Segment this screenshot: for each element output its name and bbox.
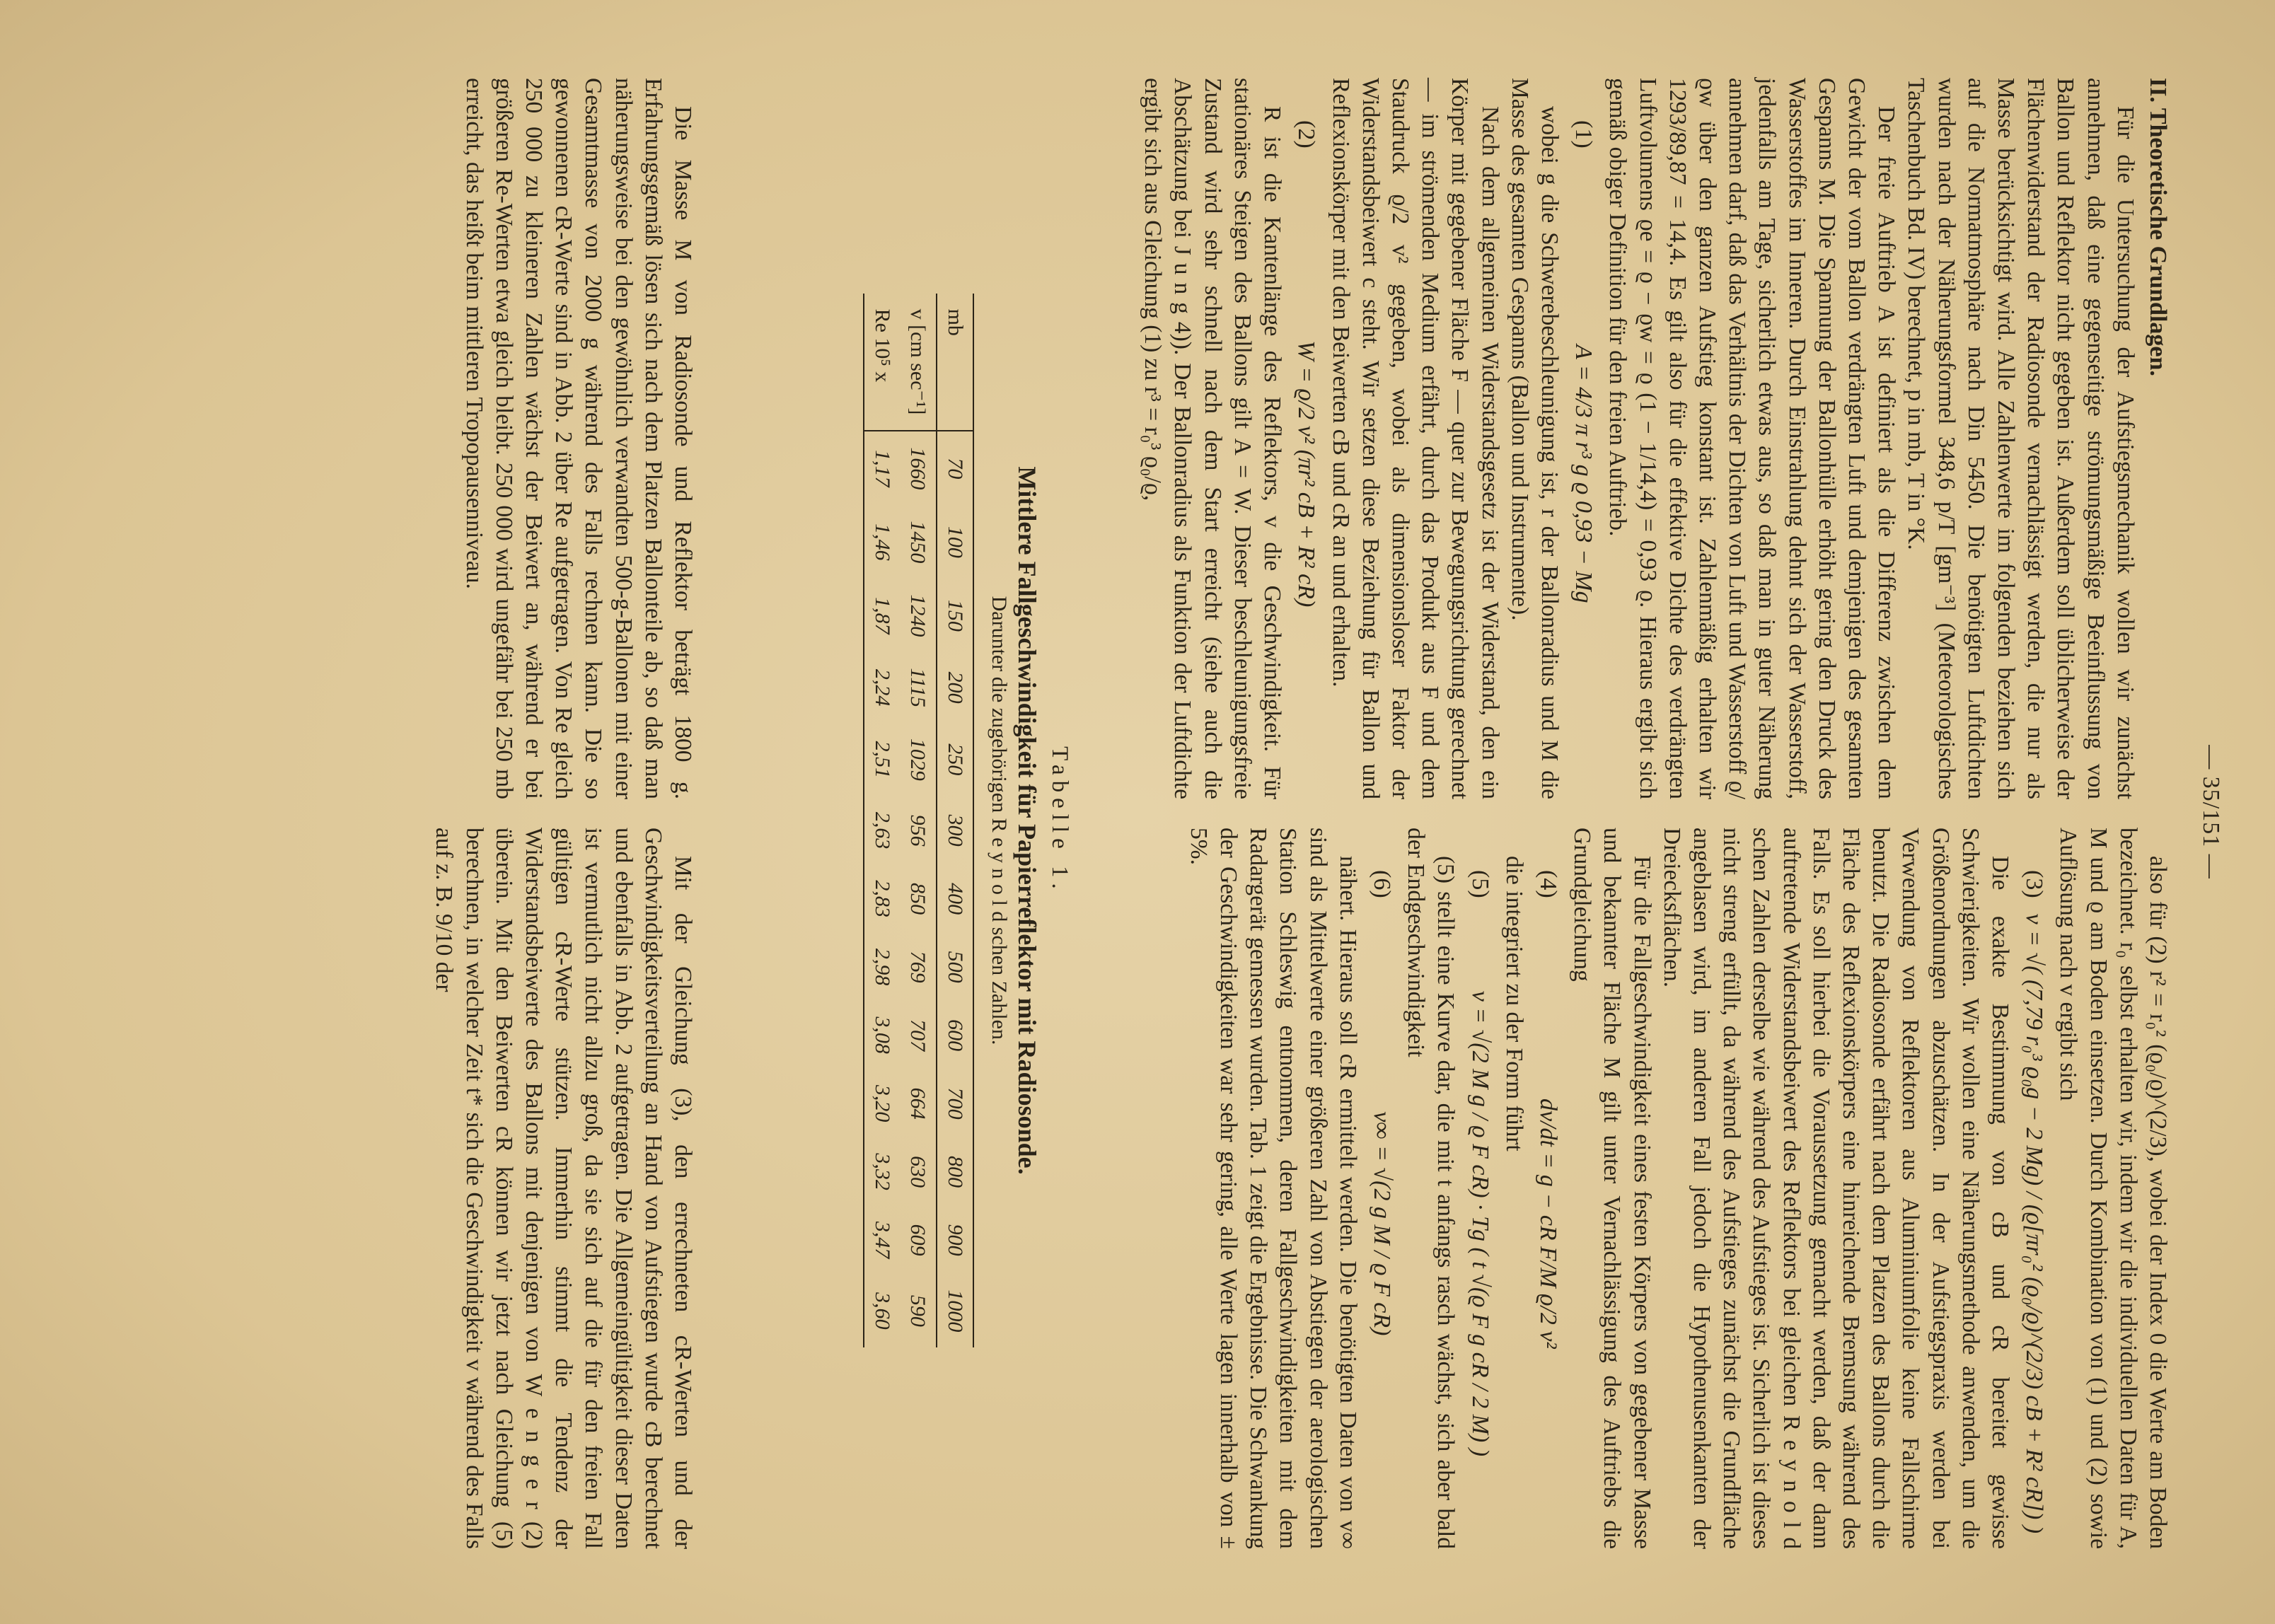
bottom-left-text bbox=[458, 78, 697, 799]
table-cell: 600 bbox=[937, 1001, 973, 1069]
table-cell: 70 bbox=[937, 431, 973, 505]
table-cell: 1,87 bbox=[871, 597, 894, 634]
equation-body: W = ϱ/2 v² (πr² cB + R² cR) bbox=[1293, 340, 1320, 608]
table-cell: 1,46 bbox=[871, 523, 894, 561]
page-number: — 35/151 — bbox=[2198, 745, 2224, 879]
equation-6 bbox=[1367, 828, 1396, 1549]
table-cell: 664 bbox=[906, 1087, 930, 1120]
table-title: Mittlere Fallgeschwindigkeit für Papierreflektor mit Radiosonde. bbox=[1013, 466, 1041, 1175]
table-cell: 3,32 bbox=[871, 1153, 894, 1190]
table-cell: 3,20 bbox=[871, 1084, 894, 1123]
equation-3 bbox=[2019, 828, 2049, 1549]
equation-1 bbox=[1568, 78, 1598, 799]
table-cell: 707 bbox=[906, 1019, 930, 1052]
table-cell: 2,51 bbox=[871, 741, 894, 779]
row-header: mb bbox=[937, 294, 973, 431]
table-cell: 3,60 bbox=[871, 1292, 894, 1330]
paragraph: die integriert zu der Form führt bbox=[1500, 856, 1527, 1152]
table-row-v bbox=[900, 294, 937, 1348]
table-row-mb bbox=[937, 294, 973, 1348]
table-cell: 2,63 bbox=[871, 811, 894, 849]
paragraph: Die exakte Bestimmung von cB und cR bereitet gewisse Schwierigkeiten. Wir wollen eine Näherungsmethode anwenden, um die Größenordnungen abzuschätzen. In der Aufstiegspraxis werden bei Verwendung von Reflektoren aus Aluminiumfolie keine Fallschirme benutzt. Die Radiosonde erfährt nach dem Platzen des Ballons durch die Fläche des Reflexionskörpers eine hinreichende Bremsung während des Falls. Es soll hierbei die Voraussetzung gemacht werden, daß der dann auftretende Widerstandsbeiwert des Reflektors bei gleichen R e y n o l d schen Zahlen derselbe wie während des Aufstieges ist. Sicherlich ist dieses nicht streng erfüllt, da während des Aufstieges zunächst die Grundfläche angeblasen wird, im anderen Fall jedoch die Hypothenusenkanten der Dreiecksflächen. bbox=[1658, 828, 2013, 1549]
table-cell: 1029 bbox=[906, 738, 930, 781]
table-cell: 800 bbox=[937, 1137, 973, 1206]
equation-number: (1) bbox=[1570, 120, 1597, 149]
right-column bbox=[1183, 828, 2173, 1549]
table-cell: 500 bbox=[937, 933, 973, 1002]
table-cell: 1115 bbox=[906, 668, 930, 707]
table-cell: 2,83 bbox=[871, 880, 894, 917]
equation-body: A = 4/3 π r³ g ϱ 0,93 − Mg bbox=[1570, 344, 1597, 603]
table-cell: 1240 bbox=[906, 594, 930, 637]
table-cell: 590 bbox=[906, 1294, 930, 1327]
paragraph: Der freie Auftrieb A ist definiert als die Differenz zwischen dem Gewicht der vom Ballon verdrängten Luft und demjenigen des gesamten Gespanns M. Die Spannung der Ballonhülle erhöht gering den Druck des Wasserstoffes im Inneren. Durch Einstrahlung dehnt sich der Wasserstoff, jedenfalls am Tage, sicherlich etwas aus, so daß man in guter Näherung annehmen darf, daß das Verhältnis der Dichten von Luft und Wasserstoff ϱ/ϱw über den ganzen Aufstieg konstant ist. Zahlenmäßig erhalten wir 1293/89,87 = 14,4. Es gilt also für die effektive Dichte des verdrängten Luftvolumens ϱe = ϱ − ϱw = ϱ (1 − 1/14,4) = 0,93 ϱ. Hieraus ergibt sich gemäß obiger Definition für den freien Auftrieb. bbox=[1604, 78, 1900, 799]
table-cell: 3,08 bbox=[871, 1016, 894, 1054]
equation-4 bbox=[1533, 828, 1563, 1549]
paragraph: Die Masse M von Radiosonde und Reflektor beträgt 1800 g. Erfahrungsgemäß lösen sich nach dem Platzen Ballonteile ab, so daß man näherungsweise bei den gewöhnlich verwandten 500-g-Ballonen mit einer Gesamtmasse von 2000 g während des Falls rechnen kann. Die so gewonnenen cR-Werte sind in Abb. 2 über Re aufgetragen. Von Re gleich 250 000 zu kleineren Zahlen wächst der Beiwert an, während er bei größeren Re-Werten etwa gleich bleibt. 250 000 wird ungefähr bei 250 mb erreicht, das heißt beim mittleren Tropopausenniveau. bbox=[461, 78, 696, 799]
equation-number: (5) bbox=[1466, 870, 1493, 898]
table-cell: 956 bbox=[906, 814, 930, 847]
equation-body: v = √(2 M g / ϱ F cR) · Tg ( t √(ϱ F g cR / 2 M) ) bbox=[1466, 990, 1493, 1457]
left-column bbox=[1138, 78, 2172, 799]
table-cell: 1660 bbox=[906, 447, 930, 490]
table-cell: 900 bbox=[937, 1206, 973, 1275]
equation-body: v∞ = √(2 g M / ϱ F cR) bbox=[1368, 1111, 1395, 1336]
paragraph: Für die Fallgeschwindigkeit eines festen Körpers von gegebener Masse und bekannter Fläche M gilt unter Vernachlässigung des Auftriebs die Grundgleichung bbox=[1569, 828, 1655, 1549]
table-cell: 1000 bbox=[937, 1274, 973, 1347]
paragraph: wobei g die Schwerebeschleunigung ist, r der Ballonradius und M die Masse des gesamten Gespanns (Ballon und Instrumente). bbox=[1506, 78, 1563, 799]
table-cell: 200 bbox=[937, 652, 973, 723]
table-cell: 769 bbox=[906, 951, 930, 983]
equation-2 bbox=[1291, 78, 1321, 799]
equation-body: v = √( (7,79 r₀³ ϱ₀g − 2 Mg) / (ϱ[πr₀² (ϱ₀/ϱ)^(2/3) cB + R² cR]) ) bbox=[2021, 913, 2048, 1534]
table-cell: 400 bbox=[937, 864, 973, 933]
table-cell: 150 bbox=[937, 579, 973, 652]
equation-number: (4) bbox=[1534, 870, 1561, 898]
paragraph: also für (2) r² = r₀² (ϱ₀/ϱ)^(2/3), wobei der Index 0 die Werte am Boden bezeichnet. r₀ selbst erhalten wir, indem wir die individuellen Daten für A, M und ϱ am Boden einsetzen. Durch Kombination von (1) und (2) sowie Auflösung nach v ergibt sich bbox=[2055, 828, 2171, 1549]
table-cell: 609 bbox=[906, 1224, 930, 1256]
paragraph: R ist die Kantenlänge des Reflektors, v die Geschwindigkeit. Für stationäres Steigen des Ballons gilt A = W. Dieser beschleunigungsfreie Zustand wird sehr schnell nach dem Start erreicht (siehe auch die Abschätzung bei J u n g 4)). Der Ballonradius als Funktion der Luftdichte ergibt sich aus Gleichung (1) zu r³ = r₀³ ϱ₀/ϱ, bbox=[1140, 78, 1286, 799]
row-header: Re 10⁵ x bbox=[864, 294, 900, 431]
paragraph: Für die Untersuchung der Aufstiegsmechanik wollen wir zunächst annehmen, daß eine gegenseitige strömungsmäßige Beeinflussung von Ballon und Reflektor nicht gegeben ist. Außerdem soll üblicherweise der Flächenwiderstand der Radiosonde vernachlässigt werden, die nur als Masse berücksichtigt wird. Alle Zahlenwerte im folgenden beziehen sich auf die Normatmosphäre nach Din 5450. Die benötigten Luftdichten wurden nach der Näherungsformel 348,6 p/T [gm⁻³] (Meteorologisches Taschenbuch Bd. IV) berechnet, p in mb, T in °K. bbox=[1903, 78, 2138, 799]
table-row-re bbox=[864, 294, 900, 1348]
data-table bbox=[863, 294, 974, 1348]
paragraph: Nach dem allgemeinen Widerstandsgesetz ist der Widerstand, den ein Körper mit gegebener Fläche F — quer zur Bewegungsrichtung gerechnet — im strömenden Medium erfährt, durch das Produkt aus F und dem Staudruck ϱ/2 v² gegeben, wobei als dimensionsloser Faktor der Widerstandsbeiwert c steht. Wir setzen diese Beziehung für Ballon und Reflexionskörper mit den Beiwerten cB und cR an und erhalten. bbox=[1327, 78, 1503, 799]
table-cell: 1450 bbox=[906, 521, 930, 564]
table-cell: 700 bbox=[937, 1069, 973, 1138]
paragraph: nähert. Hieraus soll cR ermittelt werden. Die benötigten Daten von v∞ sind als Mittelwerte einer größeren Zahl von Abstiegen der aerologischen Station Schleswig entnommen, deren Fallgeschwindigkeiten mit dem Radargerät gemessen wurden. Tab. 1 zeigt die Ergebnisse. Die Schwankung der Geschwindigkeiten war sehr gering, alle Werte lagen innerhalb von ± 5%. bbox=[1185, 828, 1361, 1549]
table-cell: 2,24 bbox=[871, 668, 894, 707]
equation-number: (3) bbox=[2021, 870, 2048, 898]
table-cell: 850 bbox=[906, 883, 930, 915]
table-cell: 100 bbox=[937, 505, 973, 579]
equation-number: (6) bbox=[1368, 870, 1395, 898]
bottom-right-text bbox=[429, 828, 697, 1549]
table-cell: 250 bbox=[937, 723, 973, 796]
equation-5 bbox=[1464, 828, 1494, 1549]
paragraph: Mit der Gleichung (3), den errechneten cR-Werten und der Geschwindigkeitsverteilung an Hand von Aufstiegen wurde cB berechnet und ebenfalls in Abb. 2 aufgetragen. Die Allgemeingültigkeit dieser Daten ist vermutlich nicht allzu groß, da sie sich auf die für den freien Fall gültigen cR-Werte stützen. Immerhin stimmt die Tendenz der Widerstandsbeiwerte des Ballons mit denjenigen von W e n g e r (2) überein. Mit den Beiwerten cR können wir jetzt nach Gleichung (5) berechnen, in welcher Zeit t* sich die Geschwindigkeit v während des Falls auf z. B. 9/10 der bbox=[431, 828, 696, 1549]
table-cell: 300 bbox=[937, 796, 973, 865]
table-cell: 3,47 bbox=[871, 1221, 894, 1259]
table-cell: 1,17 bbox=[871, 450, 894, 487]
table-1 bbox=[863, 127, 1072, 1514]
paragraph: (5) stellt eine Kurve dar, die mit t anfangs rasch wächst, sich aber bald der Endgeschwindigkeit bbox=[1403, 828, 1459, 1549]
table-subtitle: Darunter die zugehörigen R e y n o l d schen Zahlen. bbox=[988, 596, 1011, 1045]
table-cell: 2,98 bbox=[871, 948, 894, 986]
equation-number: (2) bbox=[1293, 120, 1320, 149]
section-heading: II. Theoretische Grundlagen. bbox=[2145, 78, 2171, 376]
table-caption: Tabelle 1. bbox=[1047, 746, 1072, 895]
row-header: v [cm sec⁻¹] bbox=[900, 294, 937, 431]
equation-body: dv/dt = g − cR F/M ϱ/2 v² bbox=[1534, 1098, 1561, 1349]
table-cell: 630 bbox=[906, 1156, 930, 1188]
